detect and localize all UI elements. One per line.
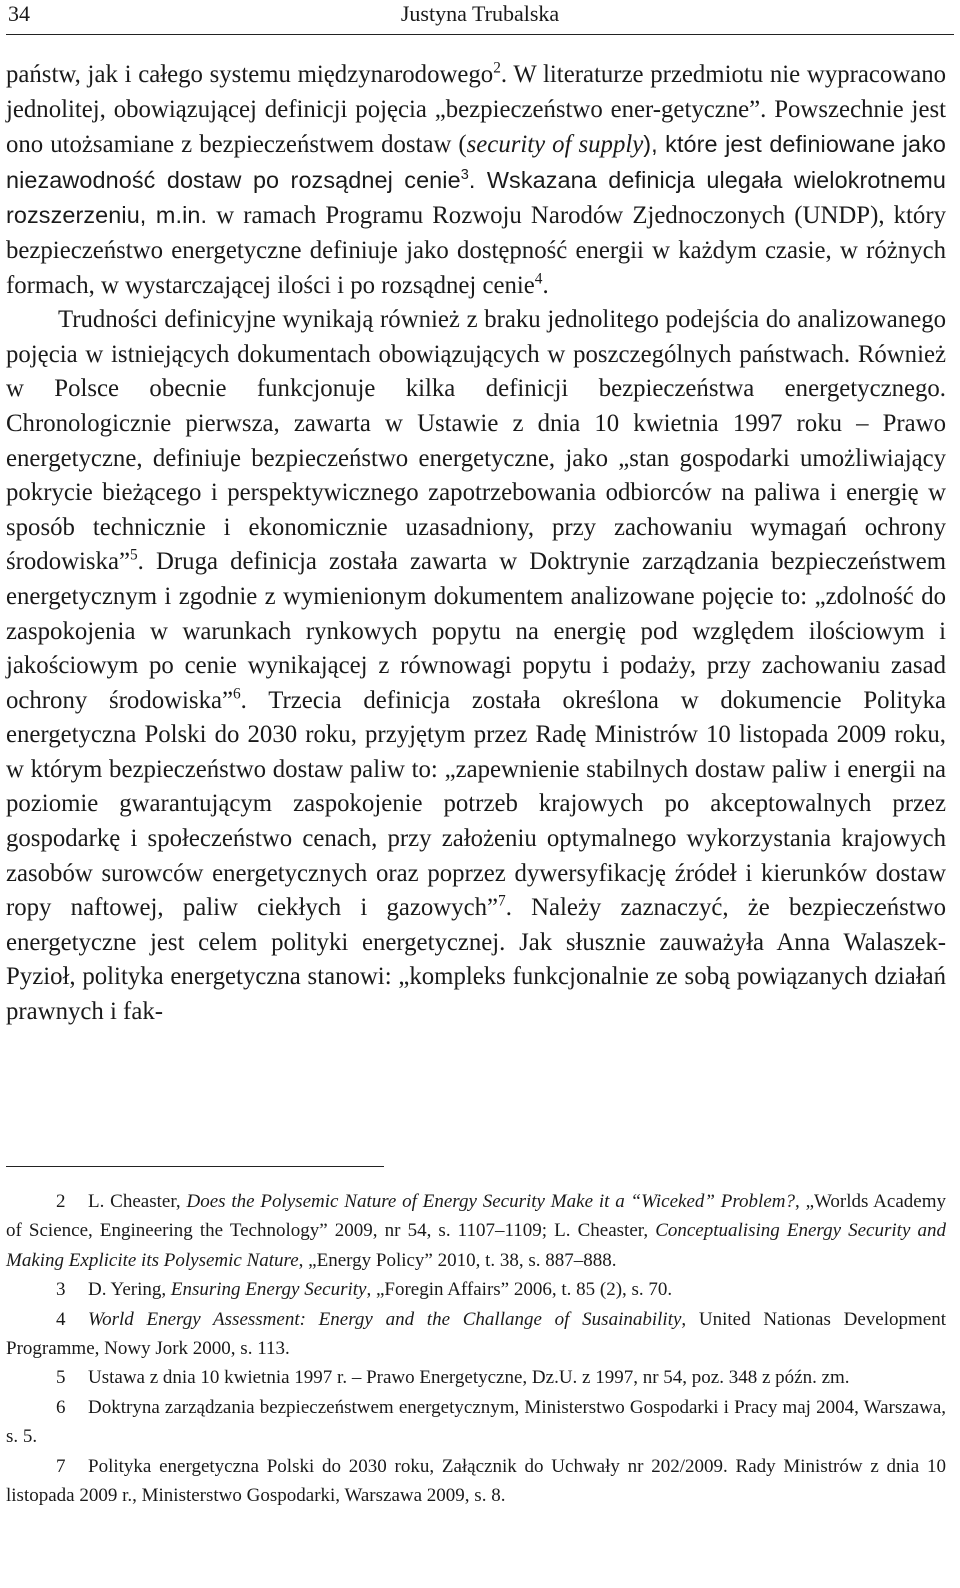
text-run: Ustawa z dnia 10 kwietnia 1997 r. – Prawo Energetyczne, Dz.U. z 1997, nr 54, poz. 348 z późn. zm.	[88, 1367, 850, 1389]
footnote-3	[6, 1275, 946, 1304]
text-run: . Wskazana definicja ulegała wielokrotnemu rozszerzeniu, m.in.	[6, 166, 946, 229]
page-number: 34	[8, 1, 30, 26]
footnote-2	[6, 1187, 946, 1275]
footnote-number: 3	[56, 1279, 66, 1301]
text-run: , „Energy Policy” 2010, t. 38, s. 887–888.	[298, 1249, 617, 1271]
footnote-number: 5	[56, 1367, 66, 1389]
footnote-6	[6, 1393, 946, 1452]
paragraph-1	[6, 58, 946, 303]
text-run: . W literaturze przedmiotu nie wypracowano jednolitej, obowiązującej definicji pojęcia „bezpieczeństwo ener-getyczne”. Powszechnie jest ono utożsamiane z bezpieczeństwem dostaw (	[6, 61, 946, 159]
footnote-ref-7: 7	[498, 892, 506, 910]
footnote-ref-6: 6	[232, 685, 241, 703]
text-run: Trudności definicyjne wynikają również z braku jednolitego podejścia do analizowanego pojęcia w istniejących dokumentach obowiązujących w poszczególnych państwach. Również w Polsce obecnie funkcjonuje kilka definicji bezpieczeństwa energetycznego. Chronologicznie pierwsza, zawarta w Ustawie z dnia 10 kwietnia 1997 roku – Prawo energetyczne, definiuje bezpieczeństwo energetyczne, jako „stan gospodarki umożliwiający pokrycie bieżącego i perspektywicznego zapotrzebowania odbiorców na paliwa i energię w sposób technicznie i ekonomicznie uzasadniony, przy zachowaniu wymagań ochrony środowiska”	[6, 306, 946, 576]
main-text	[6, 58, 946, 1030]
text-run: .	[542, 271, 549, 299]
footnote-separator	[6, 1166, 384, 1167]
footnotes	[6, 1187, 946, 1510]
italic-title: Does the Polysemic Nature of Energy Security Make it a “Wiceked” Problem?	[186, 1191, 795, 1212]
paragraph-2	[6, 303, 946, 1029]
running-header	[6, 0, 954, 35]
italic-term: security of supply	[466, 131, 644, 159]
text-run: państw, jak i całego systemu międzynarodowego	[6, 61, 494, 88]
text-run: , United Nationas Development Programme, Nowy Jork 2000, s. 113.	[6, 1308, 946, 1360]
text-run: , „Foregin Affairs” 2006, t. 85 (2), s. 70.	[366, 1279, 673, 1301]
text-run: . Druga definicja została zawarta w Doktrynie zarządzania bezpieczeństwem energetycznym i zgodnie z wymienionym dokumentem analizowane pojęcie to: „zdolność do zaspokojenia w warunkach rynkowych popytu na energię pod względem ilościowym i jakościowym po cenie wynikającej z równowagi popytu i podaży, przy zachowaniu zasad ochrony środowiska”	[6, 548, 946, 714]
text-run: D. Yering,	[88, 1279, 171, 1301]
text-run: Doktryna zarządzania bezpieczeństwem energetycznym, Ministerstwo Gospodarki i Pracy maj 2004, Warszawa, s. 5.	[6, 1396, 946, 1448]
text-run: Polityka energetyczna Polski do 2030 roku, Załącznik do Uchwały nr 202/2009. Rady Ministrów z dnia 10 listopada 2009 r., Ministerstwo Gospodarki, Warszawa 2009, s. 8.	[6, 1455, 946, 1507]
footnote-ref-2: 2	[493, 59, 501, 77]
italic-title: Conceptualising Energy Security and Making Explicite its Polysemic Nature	[6, 1220, 946, 1271]
footnote-4	[6, 1305, 946, 1364]
footnote-number: 4	[56, 1308, 66, 1330]
italic-title: World Energy Assessment: Energy and the Challange of Susainability	[88, 1308, 682, 1330]
text-run: . Należy zaznaczyć, że bezpieczeństwo energetyczne jest celem polityki energetycznej. Jak słusznie zauważyła Anna Walaszek-Pyzioł, polityka energetyczna stanowi: „kompleks funkcjonalnie ze sobą powiązanych działań prawnych i fak-	[6, 894, 946, 1026]
running-author: Justyna Trubalska	[400, 1, 560, 26]
footnote-5	[6, 1363, 946, 1392]
footnote-ref-4: 4	[534, 270, 543, 288]
italic-title: Ensuring Energy Security	[170, 1279, 367, 1301]
footnote-number: 6	[56, 1396, 66, 1418]
text-run: ), które jest definiowane jako niezawodność dostaw po rozsądnej cenie	[6, 131, 946, 193]
footnote-number: 7	[56, 1455, 66, 1477]
footnote-ref-5: 5	[129, 547, 138, 565]
footnote-7	[6, 1452, 946, 1511]
text-run: w ramach Programu Rozwoju Narodów Zjednoczonych (UNDP), który bezpieczeństwo energetyczne definiuje jako dostępność energii w każdym czasie, w różnych formach, w wystarczającej ilości i po rozsądnej cenie	[6, 202, 946, 299]
text-run: . Trzecia definicja została określona w dokumencie Polityka energetyczna Polski do 2030 roku, przyjętym przez Radę Ministrów 10 listopada 2009 roku, w którym bezpieczeństwo dostaw paliw to: „zapewnienie stabilnych dostaw paliw i energii na poziomie gwarantującym zaspokojenie potrzeb krajowych po akceptowalnych przez gospodarkę i społeczeństwo cenach, przy założeniu optymalnego wykorzystania krajowych zasobów surowców energetycznych oraz poprzez dywersyfikację źródeł i kierunków dostaw ropy naftowej, paliw ciekłych i gazowych”	[6, 686, 946, 922]
footnote-ref-3: 3	[460, 166, 469, 183]
footnote-number: 2	[56, 1191, 66, 1212]
text-run: L. Cheaster,	[88, 1191, 187, 1212]
text-run: , „Worlds Academy of Science, Engineering the Technology” 2009, nr 54, s. 1107–1109; L. Cheaster,	[6, 1191, 946, 1242]
